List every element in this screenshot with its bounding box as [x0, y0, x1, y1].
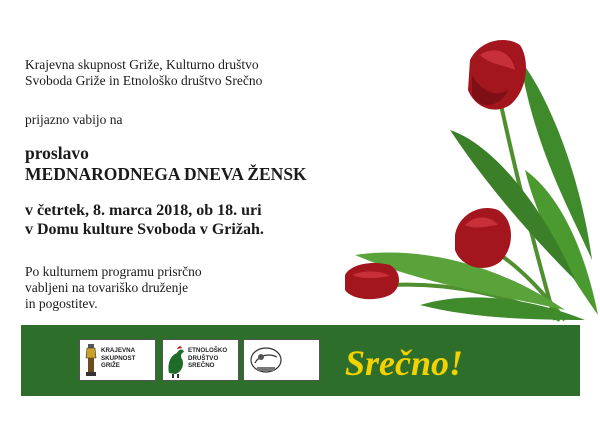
miner-lamp-icon	[83, 342, 99, 380]
after-program-text	[25, 264, 202, 312]
krajevna-line-1: KRAJEVNA	[101, 347, 136, 354]
rooster-icon	[165, 343, 187, 379]
event-line-2: MEDNARODNEGA DNEVA ŽENSK	[25, 164, 307, 184]
etno-line-2: DRUŠTVO	[188, 354, 219, 362]
after-line-3: in pogostitev.	[25, 296, 98, 311]
krajevna-line-2: SKUPNOST	[101, 354, 136, 362]
invite-text: prijazno vabijo na	[25, 112, 123, 127]
srecno-greeting: Srečno!	[345, 343, 464, 383]
after-line-1: Po kulturnem programu prisrčno	[25, 264, 202, 279]
event-line-1: proslavo	[25, 143, 89, 163]
kud-svoboda-logo	[243, 339, 320, 381]
etno-line-3: SREČNO	[188, 362, 215, 369]
etno-line-1: ETNOLOŠKO	[188, 347, 228, 354]
when-line-2: v Domu kulture Svoboda v Grižah.	[25, 221, 264, 238]
tulip-illustration	[330, 20, 600, 330]
intro-line-2: Svoboda Griže in Etnološko društvo Srečno	[25, 73, 263, 88]
organizers-text	[25, 57, 262, 89]
when-line-1: v četrtek, 8. marca 2018, ob 18. uri	[25, 202, 262, 219]
krajevna-line-3: GRIŽE	[101, 362, 120, 369]
after-line-2: vabljeni na tovariško druženje	[25, 280, 189, 295]
intro-line-1: Krajevna skupnost Griže, Kulturno društvo	[25, 57, 259, 72]
etnolosko-drustvo-logo	[162, 339, 239, 381]
krajevna-skupnost-logo	[79, 339, 156, 381]
event-datetime	[25, 201, 264, 239]
kud-svoboda-logo-icon	[249, 345, 283, 375]
event-title	[25, 143, 307, 185]
